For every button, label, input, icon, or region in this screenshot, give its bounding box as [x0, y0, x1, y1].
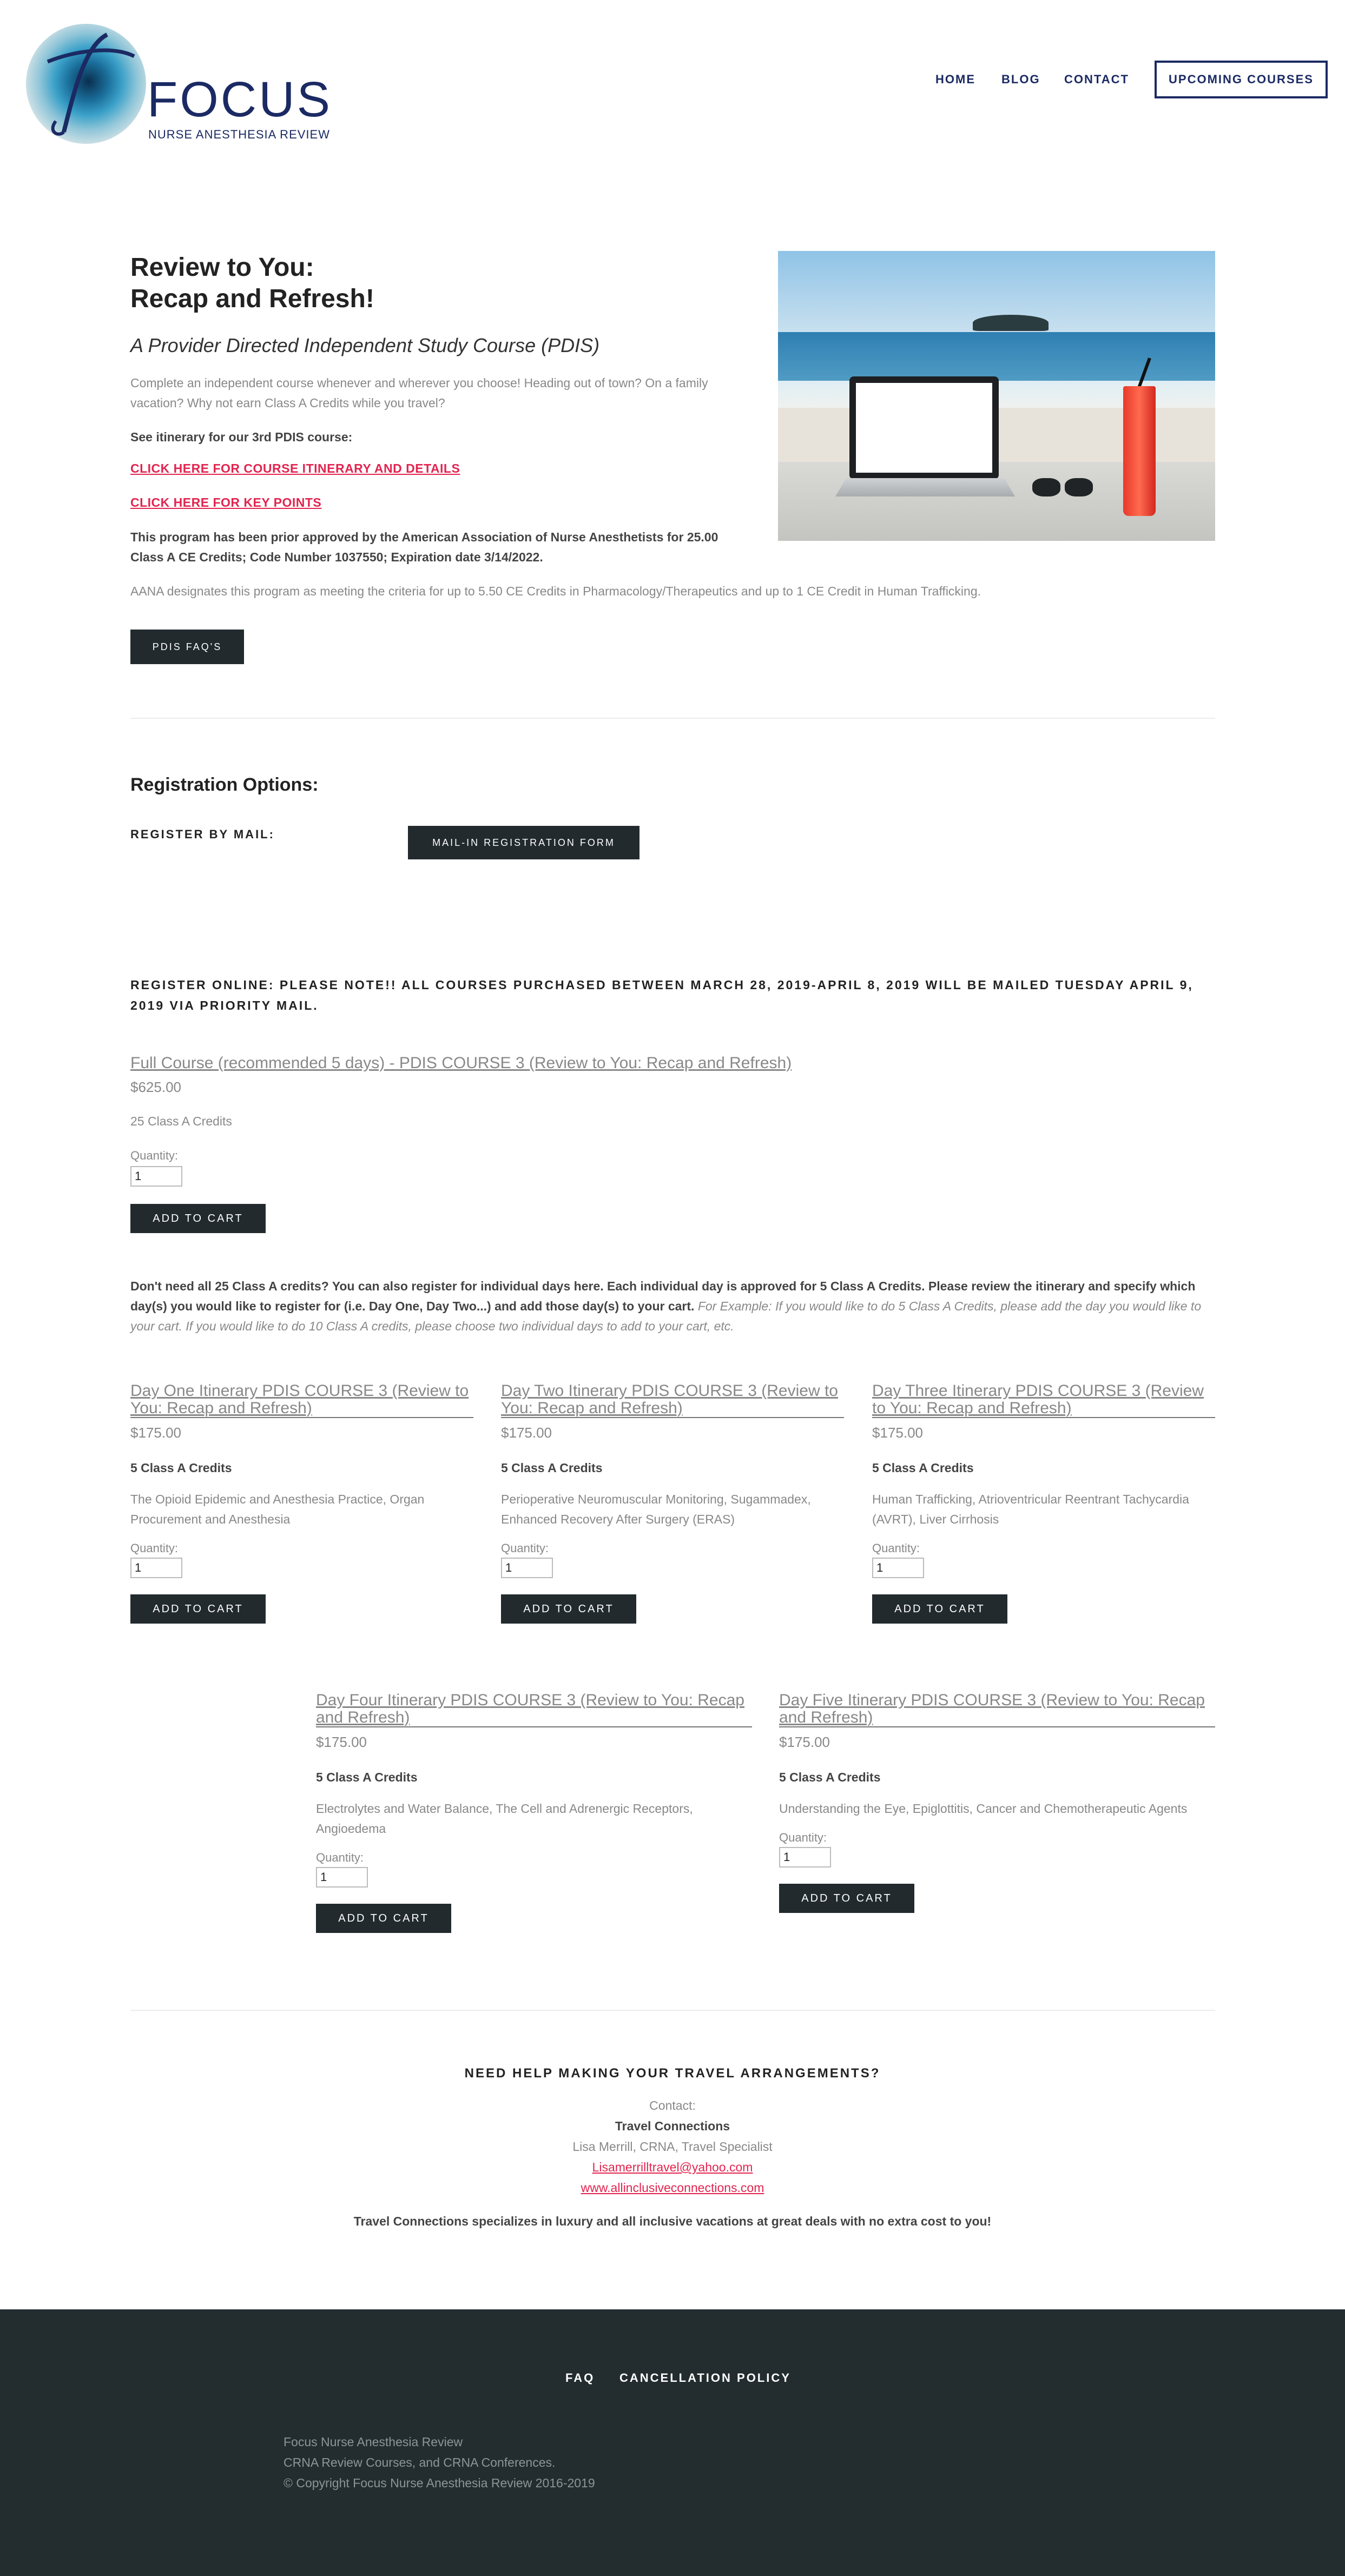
approval-text: This program has been prior approved by the American Association of Nurse Anesthetists for 25.00 Class A CE Credits; Code Number 1037550; Expiration date 3/14/2022. — [130, 530, 718, 564]
travel-email-link[interactable]: Lisamerrilltravel@yahoo.com — [592, 2160, 753, 2174]
hero-beach-laptop-image — [778, 251, 1215, 541]
logo-subtext: NURSE ANESTHESIA REVIEW — [148, 128, 330, 141]
day-five-price: $175.00 — [779, 1734, 830, 1750]
footer-copyright: © Copyright Focus Nurse Anesthesia Review 2016-2019 — [283, 2476, 595, 2490]
day-five-card — [779, 1692, 1215, 1913]
upcoming-courses-button[interactable]: UPCOMING COURSES — [1155, 61, 1328, 98]
day-four-quantity-label: Quantity: — [316, 1851, 364, 1864]
hero-subtitle: A Provider Directed Independent Study Course (PDIS) — [130, 334, 600, 356]
day-four-add-to-cart-button[interactable]: ADD TO CART — [316, 1904, 451, 1933]
footer-faq-link[interactable]: FAQ — [565, 2371, 595, 2385]
site-logo[interactable] — [24, 22, 332, 146]
day-five-credits: 5 Class A Credits — [779, 1770, 881, 1784]
day-three-add-to-cart-button[interactable]: ADD TO CART — [872, 1594, 1007, 1624]
day-four-quantity-input[interactable]: 1 — [316, 1867, 368, 1888]
day-one-quantity-input[interactable]: 1 — [130, 1558, 182, 1578]
day-two-quantity-input[interactable]: 1 — [501, 1558, 553, 1578]
day-four-description: Electrolytes and Water Balance, The Cell and Adrenergic Receptors, Angioedema — [316, 1802, 693, 1836]
travel-help-title: NEED HELP MAKING YOUR TRAVEL ARRANGEMENTS? — [464, 2066, 881, 2081]
day-two-price: $175.00 — [501, 1425, 552, 1441]
day-one-credits: 5 Class A Credits — [130, 1461, 232, 1475]
day-one-quantity-label: Quantity: — [130, 1541, 179, 1555]
full-course-credits: 25 Class A Credits — [130, 1114, 232, 1128]
day-four-card — [316, 1692, 752, 1933]
full-course-add-to-cart-button[interactable]: ADD TO CART — [130, 1204, 266, 1233]
hero-title-line1: Review to You: — [130, 253, 314, 282]
day-three-title-link[interactable]: Day Three Itinerary PDIS COURSE 3 (Review to You: Recap and Refresh) — [872, 1382, 1204, 1417]
mail-in-registration-button[interactable]: MAIL-IN REGISTRATION FORM — [408, 826, 639, 859]
day-three-quantity-label: Quantity: — [872, 1541, 920, 1555]
day-two-credits: 5 Class A Credits — [501, 1461, 603, 1475]
day-three-quantity-input[interactable]: 1 — [872, 1558, 924, 1578]
itinerary-label: See itinerary for our 3rd PDIS course: — [130, 430, 353, 444]
travel-company: Travel Connections — [615, 2119, 730, 2133]
travel-tagline: Travel Connections specializes in luxury and all inclusive vacations at great deals with no extra cost to you! — [353, 2214, 992, 2228]
travel-website-link[interactable]: www.allinclusiveconnections.com — [581, 2181, 764, 2195]
day-one-add-to-cart-button[interactable]: ADD TO CART — [130, 1594, 266, 1624]
footer-line-2: CRNA Review Courses, and CRNA Conferences. — [283, 2455, 556, 2469]
full-course-quantity-input[interactable]: 1 — [130, 1166, 182, 1187]
day-five-add-to-cart-button[interactable]: ADD TO CART — [779, 1884, 914, 1913]
day-two-card — [501, 1382, 844, 1624]
travel-website-row — [0, 2181, 1345, 2195]
nav-blog[interactable]: BLOG — [1001, 72, 1040, 86]
footer-line-1: Focus Nurse Anesthesia Review — [283, 2435, 463, 2449]
registration-title: Registration Options: — [130, 774, 319, 795]
logo-text: FOCUS — [147, 72, 332, 127]
nav-contact[interactable]: CONTACT — [1064, 72, 1129, 86]
full-course-title-link[interactable]: Full Course (recommended 5 days) - PDIS COURSE 3 (Review to You: Recap and Refresh) — [130, 1054, 792, 1072]
day-two-quantity-label: Quantity: — [501, 1541, 549, 1555]
day-three-price: $175.00 — [872, 1425, 923, 1441]
day-one-description: The Opioid Epidemic and Anesthesia Practice, Organ Procurement and Anesthesia — [130, 1492, 425, 1526]
day-five-quantity-label: Quantity: — [779, 1831, 827, 1844]
hero-title-line2: Recap and Refresh! — [130, 284, 374, 313]
day-five-description: Understanding the Eye, Epiglottitis, Cancer and Chemotherapeutic Agents — [779, 1802, 1188, 1816]
register-by-mail-label: REGISTER BY MAIL: — [130, 827, 275, 841]
online-registration-notice: REGISTER ONLINE: PLEASE NOTE!! ALL COURSES PURCHASED BETWEEN MARCH 28, 2019-APRIL 8, 2019 WILL BE MAILED TUESDAY APRIL 9, 2019 VIA PRIORITY MAIL. — [130, 978, 1194, 1012]
nav-home[interactable]: HOME — [935, 72, 975, 86]
travel-contact-label: Contact: — [649, 2098, 696, 2113]
day-three-description: Human Trafficking, Atrioventricular Reentrant Tachycardia (AVRT), Liver Cirrhosis — [872, 1492, 1189, 1526]
full-course-quantity-label: Quantity: — [130, 1149, 179, 1162]
day-four-price: $175.00 — [316, 1734, 367, 1750]
full-course-price: $625.00 — [130, 1079, 181, 1095]
day-five-title-link[interactable]: Day Five Itinerary PDIS COURSE 3 (Review to You: Recap and Refresh) — [779, 1691, 1205, 1726]
travel-email-row — [0, 2160, 1345, 2175]
site-footer — [0, 2309, 1345, 2576]
day-two-description: Perioperative Neuromuscular Monitoring, Sugammadex, Enhanced Recovery After Surgery (ERAS) — [501, 1492, 811, 1526]
day-two-add-to-cart-button[interactable]: ADD TO CART — [501, 1594, 636, 1624]
day-two-title-link[interactable]: Day Two Itinerary PDIS COURSE 3 (Review to You: Recap and Refresh) — [501, 1382, 838, 1417]
section-divider — [130, 718, 1215, 719]
key-points-link[interactable]: CLICK HERE FOR KEY POINTS — [130, 495, 322, 509]
day-four-title-link[interactable]: Day Four Itinerary PDIS COURSE 3 (Review to You: Recap and Refresh) — [316, 1691, 744, 1726]
logo-emblem-icon — [26, 24, 146, 144]
course-itinerary-link[interactable]: CLICK HERE FOR COURSE ITINERARY AND DETAILS — [130, 461, 460, 475]
individual-days-intro — [130, 1276, 1212, 1336]
day-one-price: $175.00 — [130, 1425, 181, 1441]
hero-intro: Complete an independent course whenever and wherever you choose! Heading out of town? On a family vacation? Why not earn Class A Credits while you travel? — [130, 376, 708, 410]
day-four-credits: 5 Class A Credits — [316, 1770, 418, 1784]
day-five-quantity-input[interactable]: 1 — [779, 1847, 831, 1868]
day-three-card — [872, 1382, 1215, 1624]
travel-person: Lisa Merrill, CRNA, Travel Specialist — [572, 2140, 773, 2154]
day-one-card — [130, 1382, 473, 1624]
section-divider-2 — [130, 2010, 1215, 2011]
individual-intro-italic: For Example: If you would like to do 5 Class A Credits, please add the day you would like to your cart. If you would like to do 10 Class A credits, please choose two individual days to add to your cart, etc. — [130, 1299, 1202, 1333]
day-three-credits: 5 Class A Credits — [872, 1461, 974, 1475]
aana-text: AANA designates this program as meeting the criteria for up to 5.50 CE Credits in Pharmacology/Therapeutics and up to 1 CE Credit in Human Trafficking. — [130, 584, 981, 598]
individual-intro-bold: Don't need all 25 Class A credits? You can also register for individual days here. Each individual day is approved for 5 Class A Credits. Please review the itinerary and specify which day(s) you would like to register for (i.e. Day One, Day Two...) and add those day(s) to your cart. — [130, 1279, 1196, 1313]
day-one-title-link[interactable]: Day One Itinerary PDIS COURSE 3 (Review to You: Recap and Refresh) — [130, 1382, 469, 1417]
pdis-faq-button[interactable]: PDIS FAQ'S — [130, 630, 244, 664]
footer-cancellation-policy-link[interactable]: CANCELLATION POLICY — [619, 2371, 791, 2385]
